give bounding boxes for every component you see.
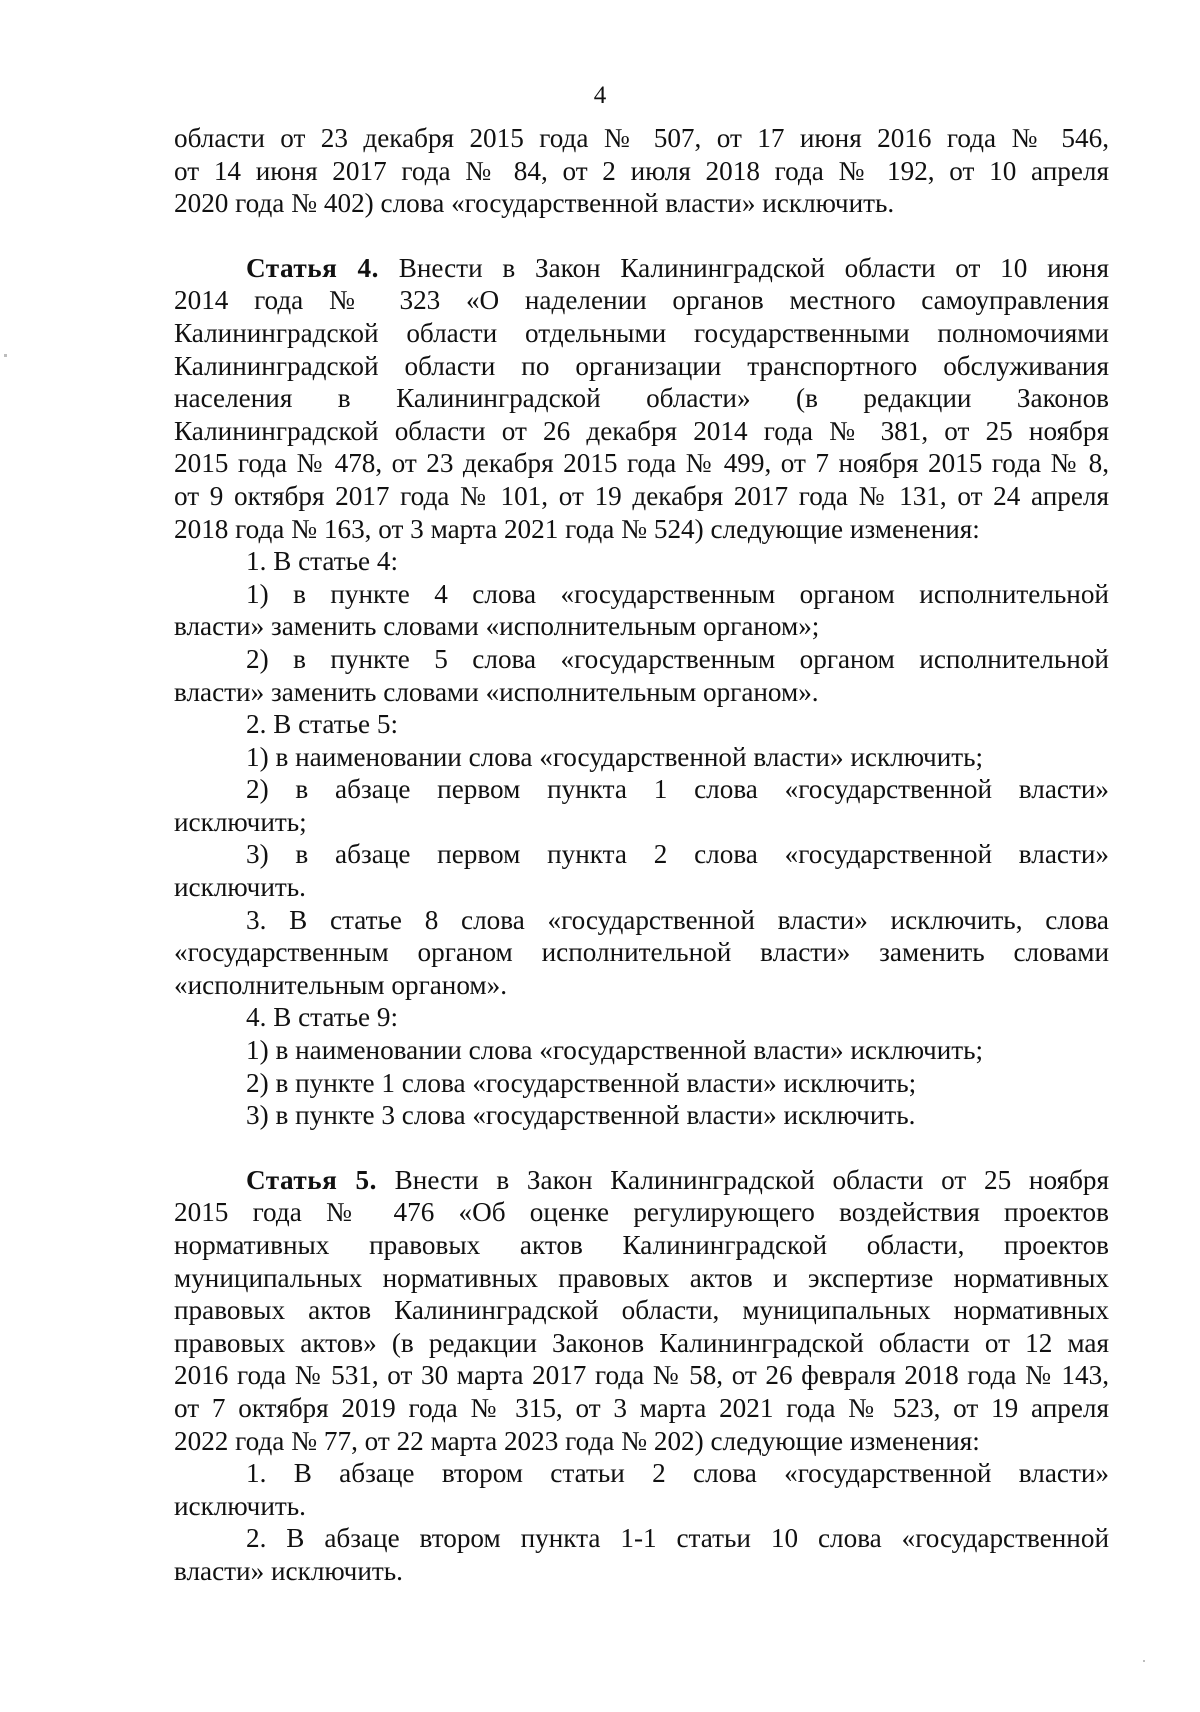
text-line: 2. В абзаце втором пункта 1-1 статьи 10 слова «государственной: [246, 1523, 1109, 1554]
page-number: 4: [593, 82, 607, 109]
text-line: Калининградской области по организации транспортного обслуживания: [174, 350, 1109, 381]
text-line: от 7 октября 2019 года № 315, от 3 марта 2021 года № 523, от 19 апреля: [174, 1392, 1109, 1423]
text-line: 2020 года № 402) слова «государственной власти» исключить.: [174, 188, 895, 219]
paragraph-gap: [174, 1132, 1109, 1164]
text-line: от 9 октября 2017 года № 101, от 19 декабря 2017 года № 131, от 24 апреля: [174, 480, 1109, 511]
text-line: [174, 1164, 1109, 1197]
text-line: 2. В статье 5:: [246, 709, 399, 740]
list-item: [174, 545, 1109, 578]
list-item: [174, 1067, 1109, 1100]
text-line: правовых актов Калининградской области, муниципальных нормативных: [174, 1295, 1109, 1326]
text-line: власти» исключить.: [174, 1555, 403, 1586]
text-line: 1. В абзаце втором статьи 2 слова «государственной власти»: [246, 1458, 1109, 1489]
text-line: 1) в пункте 4 слова «государственным органом исполнительной: [246, 578, 1109, 609]
list-item: [174, 838, 1109, 903]
list-item: [174, 578, 1109, 643]
document-body: [174, 122, 1109, 1588]
list-item: [174, 773, 1109, 838]
text-line: Калининградской области отдельными государственными полномочиями: [174, 317, 1109, 348]
text-line: исключить;: [174, 806, 307, 837]
list-item: [174, 708, 1109, 741]
line-text: Внести в Закон Калининградской области от 10 июня: [378, 252, 1109, 283]
text-line: Калининградской области от 26 декабря 2014 года № 381, от 25 ноября: [174, 415, 1109, 446]
text-line: 1) в наименовании слова «государственной власти» исключить;: [246, 1035, 984, 1066]
text-line: 3) в абзаце первом пункта 2 слова «государственной власти»: [246, 839, 1109, 870]
text-line: муниципальных нормативных правовых актов и экспертизе нормативных: [174, 1262, 1109, 1293]
paragraph-gap: [174, 220, 1109, 252]
intro-paragraph: [174, 122, 1109, 220]
text-line: 3) в пункте 3 слова «государственной власти» исключить.: [246, 1100, 916, 1131]
text-line: [174, 252, 1109, 285]
text-line: власти» заменить словами «исполнительным органом».: [174, 676, 819, 707]
text-line: 2015 года № 476 «Об оценке регулирующего воздействия проектов: [174, 1197, 1109, 1228]
text-line: «государственным органом исполнительной власти» заменить словами: [174, 937, 1109, 968]
text-line: 1) в наименовании слова «государственной власти» исключить;: [246, 741, 984, 772]
text-line: населения в Калининградской области» (в редакции Законов: [174, 383, 1109, 414]
text-line: от 14 июня 2017 года № 84, от 2 июля 2018 года № 192, от 10 апреля: [174, 155, 1109, 186]
line-text: Внести в Закон Калининградской области от 25 ноября: [376, 1164, 1109, 1195]
article-4-items: [174, 545, 1109, 1132]
article-5-items: [174, 1457, 1109, 1587]
list-item: [174, 1522, 1109, 1587]
article-4-paragraph: [174, 252, 1109, 545]
margin-speck-left: [4, 354, 7, 357]
article-5-paragraph: [174, 1164, 1109, 1457]
text-line: «исполнительным органом».: [174, 969, 508, 1000]
text-line: 2015 года № 478, от 23 декабря 2015 года № 499, от 7 ноября 2015 года № 8,: [174, 448, 1109, 479]
text-line: 2014 года № 323 «О наделении органов местного самоуправления: [174, 285, 1109, 316]
text-line: исключить.: [174, 872, 306, 903]
text-line: 2022 года № 77, от 22 марта 2023 года № 202) следующие изменения:: [174, 1425, 980, 1456]
text-line: 2) в пункте 5 слова «государственным органом исполнительной: [246, 643, 1109, 674]
text-line: правовых актов» (в редакции Законов Калининградской области от 12 мая: [174, 1327, 1109, 1358]
list-item: [174, 1034, 1109, 1067]
article-label: Статья 4.: [246, 252, 379, 283]
list-item: [174, 741, 1109, 774]
text-line: 2016 года № 531, от 30 марта 2017 года № 58, от 26 февраля 2018 года № 143,: [174, 1360, 1109, 1391]
text-line: 2) в абзаце первом пункта 1 слова «государственной власти»: [246, 774, 1109, 805]
text-line: власти» заменить словами «исполнительным органом»;: [174, 611, 820, 642]
list-item: [174, 1457, 1109, 1522]
text-line: области от 23 декабря 2015 года № 507, от 17 июня 2016 года № 546,: [174, 123, 1109, 153]
text-line: 4. В статье 9:: [246, 1002, 399, 1033]
list-item: [174, 904, 1109, 1002]
list-item: [174, 1099, 1109, 1132]
list-item: [174, 1001, 1109, 1034]
text-line: 1. В статье 4:: [246, 546, 399, 577]
article-label: Статья 5.: [246, 1164, 377, 1195]
text-line: нормативных правовых актов Калининградской области, проектов: [174, 1230, 1109, 1260]
list-item: [174, 643, 1109, 708]
margin-speck-right: [1143, 1660, 1145, 1662]
text-line: 2018 года № 163, от 3 марта 2021 года № 524) следующие изменения:: [174, 513, 980, 544]
text-line: исключить.: [174, 1490, 306, 1521]
text-line: 3. В статье 8 слова «государственной власти» исключить, слова: [246, 904, 1109, 935]
text-line: 2) в пункте 1 слова «государственной власти» исключить;: [246, 1067, 917, 1098]
